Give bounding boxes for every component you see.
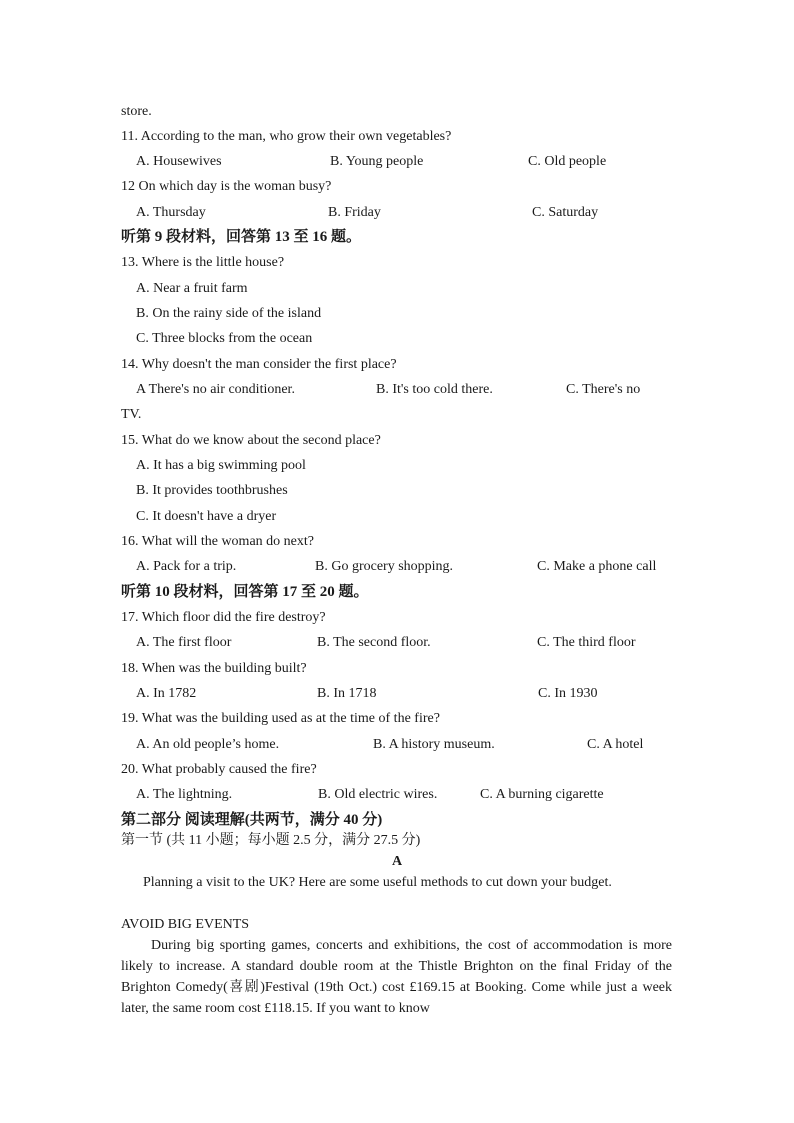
option-11-a: A. Housewives xyxy=(136,154,222,169)
option-16-c: C. Make a phone call xyxy=(537,559,657,574)
passage-subheading: AVOID BIG EVENTS xyxy=(121,917,250,932)
question-12: 12 On which day is the woman busy? xyxy=(121,179,332,194)
option-12-b: B. Friday xyxy=(328,205,381,220)
question-19: 19. What was the building used as at the time of the fire? xyxy=(121,711,440,726)
section-heading-9: 听第 9 段材料，回答第 13 至 16 题。 xyxy=(121,229,362,245)
section-heading-10: 听第 10 段材料，回答第 17 至 20 题。 xyxy=(121,584,369,600)
option-15-c: C. It doesn't have a dryer xyxy=(136,509,277,524)
option-12-c: C. Saturday xyxy=(532,205,599,220)
option-14-c: C. There's no xyxy=(566,382,641,397)
question-17: 17. Which floor did the fire destroy? xyxy=(121,610,326,625)
option-16-a: A. Pack for a trip. xyxy=(136,559,237,574)
passage-paragraph: During big sporting games, concerts and exhibitions, the cost of accommodation is more likely to increase. A standard double room at the Thistle Brighton on the final Friday of the Brighton Comedy(喜剧)Festival (19th Oct.) cost £169.15 at Booking. Come while just a week later, the same room cost £118.15. If you want to know xyxy=(121,938,672,1016)
question-16: 16. What will the woman do next? xyxy=(121,534,314,549)
question-13: 13. Where is the little house? xyxy=(121,255,285,270)
option-19-b: B. A history museum. xyxy=(373,737,495,752)
question-18: 18. When was the building built? xyxy=(121,661,307,676)
option-19-a: A. An old people’s home. xyxy=(136,737,280,752)
question-15: 15. What do we know about the second place? xyxy=(121,433,381,448)
option-17-b: B. The second floor. xyxy=(317,635,431,650)
question-20: 20. What probably caused the fire? xyxy=(121,762,317,777)
text-line: TV. xyxy=(121,407,142,422)
option-19-c: C. A hotel xyxy=(587,737,644,752)
option-20-b: B. Old electric wires. xyxy=(318,787,438,802)
option-13-c: C. Three blocks from the ocean xyxy=(136,331,313,346)
option-13-b: B. On the rainy side of the island xyxy=(136,306,322,321)
section-instructions: 第一节 (共 11 小题；每小题 2.5 分，满分 27.5 分) xyxy=(121,833,421,848)
option-17-a: A. The first floor xyxy=(136,635,232,650)
option-12-a: A. Thursday xyxy=(136,205,206,220)
text-line: store. xyxy=(121,104,152,119)
option-11-b: B. Young people xyxy=(330,154,424,169)
question-14: 14. Why doesn't the man consider the first place? xyxy=(121,357,397,372)
option-18-a: A. In 1782 xyxy=(136,686,197,701)
option-14-b: B. It's too cold there. xyxy=(376,382,493,397)
option-17-c: C. The third floor xyxy=(537,635,636,650)
option-18-c: C. In 1930 xyxy=(538,686,598,701)
option-13-a: A. Near a fruit farm xyxy=(136,281,248,296)
option-15-b: B. It provides toothbrushes xyxy=(136,483,288,498)
option-14-a: A There's no air conditioner. xyxy=(136,382,295,397)
passage-intro: Planning a visit to the UK? Here are some useful methods to cut down your budget. xyxy=(143,875,612,890)
option-11-c: C. Old people xyxy=(528,154,607,169)
option-20-c: C. A burning cigarette xyxy=(480,787,604,802)
option-18-b: B. In 1718 xyxy=(317,686,377,701)
option-15-a: A. It has a big swimming pool xyxy=(136,458,306,473)
passage-letter: A xyxy=(391,854,403,869)
part-heading: 第二部分 阅读理解(共两节，满分 40 分) xyxy=(121,812,383,828)
option-20-a: A. The lightning. xyxy=(136,787,233,802)
option-16-b: B. Go grocery shopping. xyxy=(315,559,454,574)
question-11: 11. According to the man, who grow their own vegetables? xyxy=(121,129,452,144)
